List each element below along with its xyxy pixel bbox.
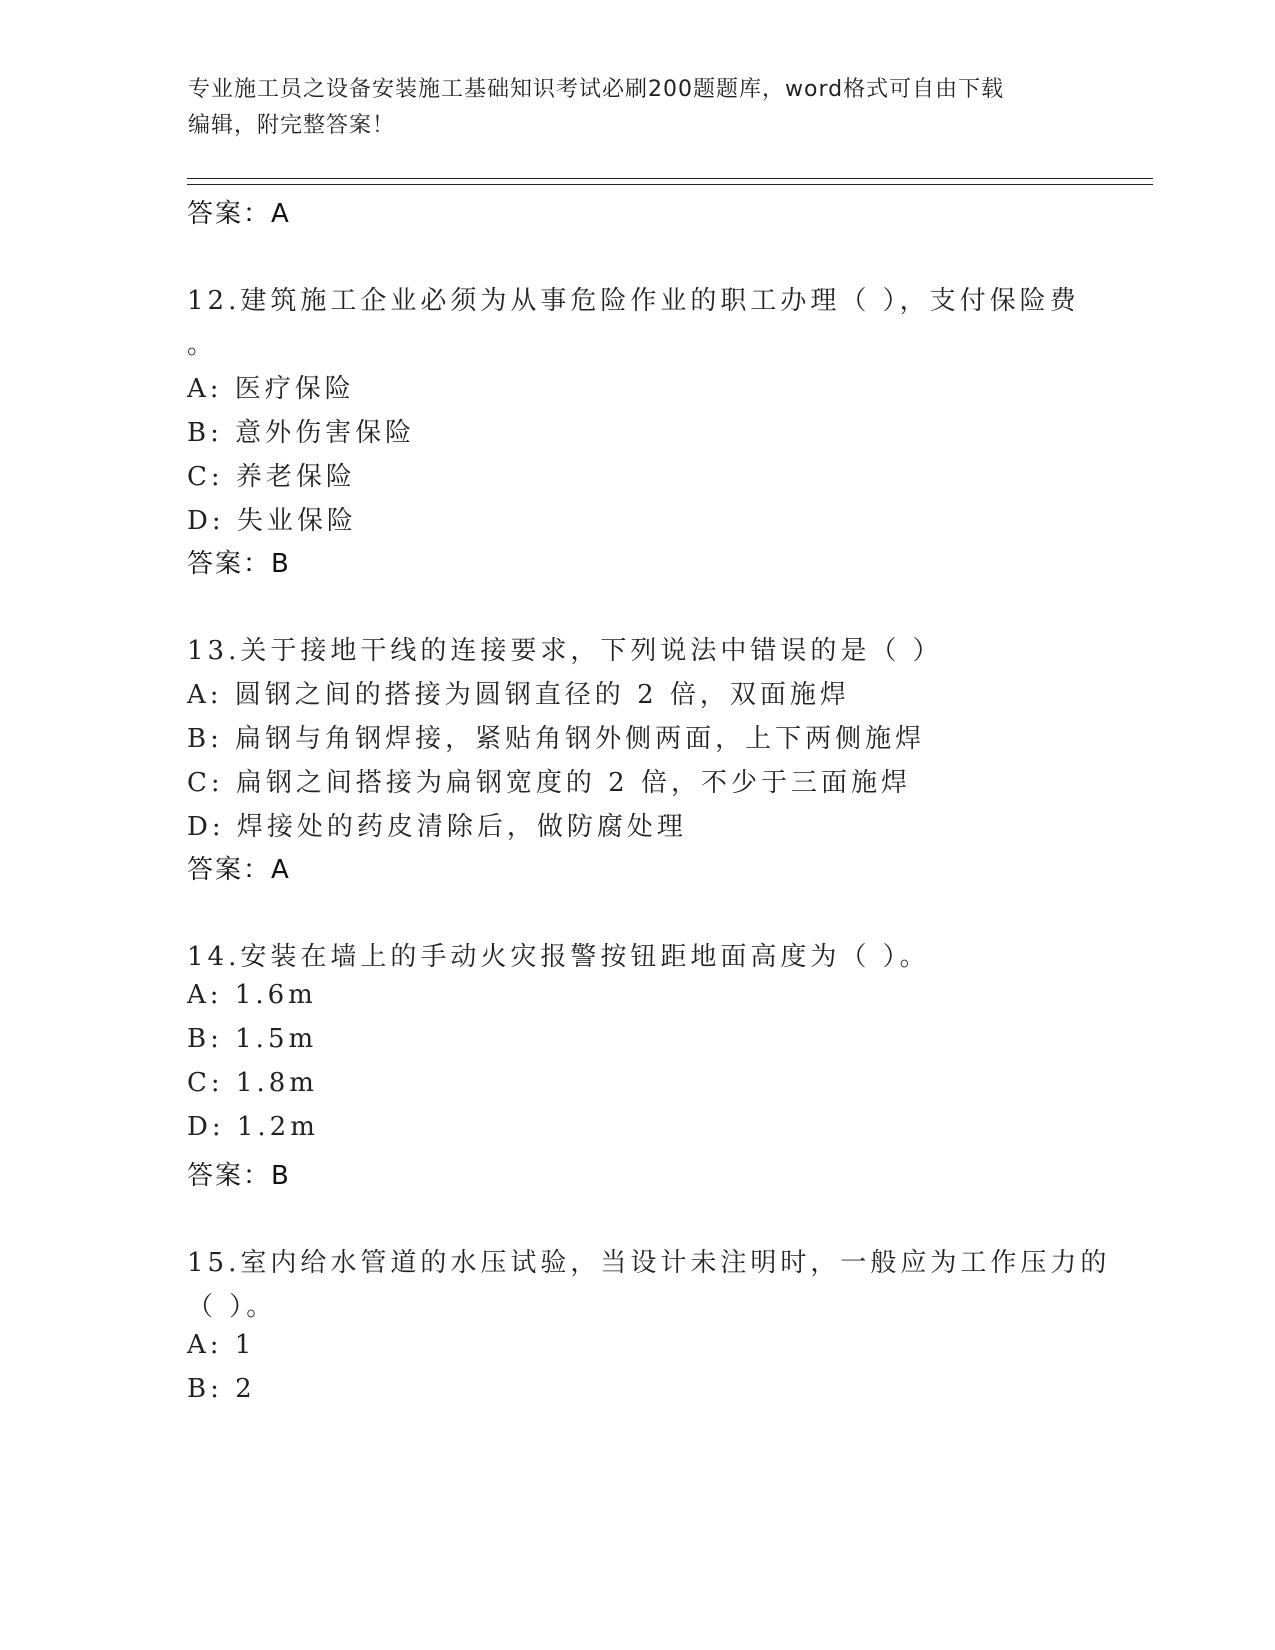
question-14-stem: 14.安装在墙上的手动火灾报警按钮距地面高度为（ ）。 [187, 942, 930, 972]
document-header [188, 72, 1088, 144]
header-line-2: 编辑，附完整答案！ [188, 113, 396, 138]
question-14-option-a: A: 1.6m [187, 980, 317, 1010]
question-12-stem-cont: 。 [187, 330, 218, 360]
question-13-stem: 13.关于接地干线的连接要求，下列说法中错误的是（ ） [187, 636, 943, 666]
question-12-option-b: B: 意外伤害保险 [187, 418, 416, 448]
question-14-option-b: B: 1.5m [187, 1024, 318, 1054]
header-divider-top [187, 178, 1153, 179]
question-15-stem: 15.室内给水管道的水压试验，当设计未注明时，一般应为工作压力的 [187, 1248, 1111, 1278]
answer-q14: 答案：B [187, 1161, 291, 1191]
answer-q11: 答案：A [187, 199, 291, 229]
question-15-stem-cont: （ ）。 [187, 1292, 277, 1322]
question-14-option-c: C: 1.8m [187, 1068, 318, 1098]
question-13-option-a: A: 圆钢之间的搭接为圆钢直径的 2 倍，双面施焊 [187, 680, 850, 710]
question-12-option-d: D: 失业保险 [187, 506, 357, 536]
question-12-stem: 12.建筑施工企业必须为从事危险作业的职工办理（ ），支付保险费 [187, 286, 1080, 316]
question-13-option-b: B: 扁钢与角钢焊接，紧贴角钢外侧两面，上下两侧施焊 [187, 724, 926, 754]
question-15-option-a: A: 1 [187, 1330, 256, 1360]
question-13-option-c: C: 扁钢之间搭接为扁钢宽度的 2 倍，不少于三面施焊 [187, 768, 911, 798]
header-divider-bottom [187, 184, 1153, 185]
question-12-option-a: A: 医疗保险 [187, 374, 355, 404]
question-15-option-b: B: 2 [187, 1374, 256, 1404]
answer-q13: 答案：A [187, 855, 291, 885]
question-12-option-c: C: 养老保险 [187, 462, 356, 492]
header-line-1: 专业施工员之设备安装施工基础知识考试必刷200题题库，word格式可自由下载 [188, 77, 1005, 102]
question-14-option-d: D: 1.2m [187, 1112, 319, 1142]
question-13-option-d: D: 焊接处的药皮清除后，做防腐处理 [187, 812, 687, 842]
answer-q12: 答案：B [187, 549, 291, 579]
